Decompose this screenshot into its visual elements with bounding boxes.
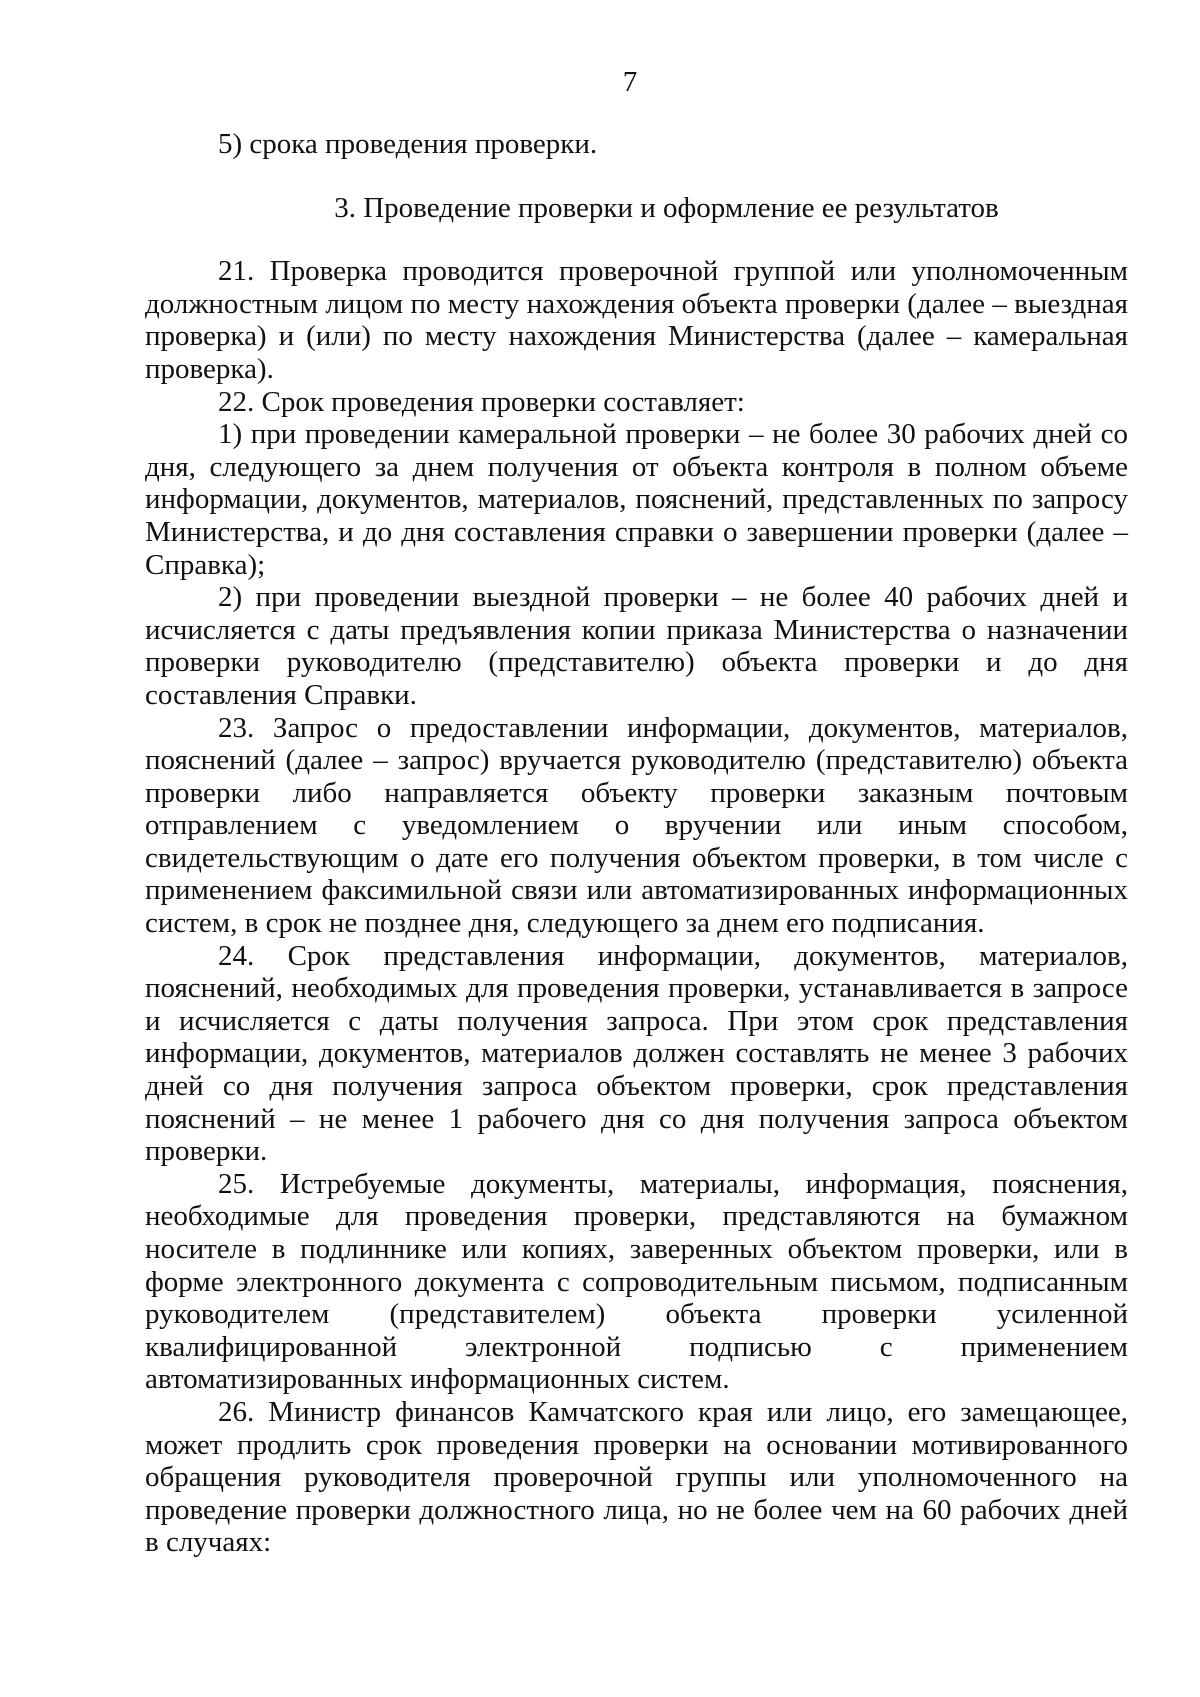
paragraph-21: 21. Проверка проводится проверочной группой или уполномоченным должностным лицом по месту нахождения объекта проверки (далее – выездная проверка) и (или) по месту нахождения Министерства (далее – камеральная проверка). <box>145 255 1128 385</box>
paragraph-22-item-1: 1) при проведении камеральной проверки – не более 30 рабочих дней со дня, следующего за днем получения от объекта контроля в полном объеме информации, документов, материалов, пояснений, представленных по запросу Министерства, и до дня составления справки о завершении проверки (далее – Справка); <box>145 418 1128 581</box>
paragraph-24: 24. Срок представления информации, документов, материалов, пояснений, необходимых для проведения проверки, устанавливается в запросе и исчисляется с даты получения запроса. При этом срок представления информации, документов, материалов должен составлять не менее 3 рабочих дней со дня получения запроса объектом проверки, срок представления пояснений – не менее 1 рабочего дня со дня получения запроса объектом проверки. <box>145 939 1128 1168</box>
list-item-5: 5) срока проведения проверки. <box>218 128 598 160</box>
paragraph-26: 26. Министр финансов Камчатского края или лицо, его замещающее, может продлить срок проведения проверки на основании мотивированного обращения руководителя проверочной группы или уполномоченного на проведение проверки должностного лица, но не более чем на 60 рабочих дней в случаях: <box>145 1395 1128 1559</box>
paragraph-22-item-2: 2) при проведении выездной проверки – не более 40 рабочих дней и исчисляется с даты предъявления копии приказа Министерства о назначении проверки руководителю (представителю) объекта проверки и до дня составления Справки. <box>145 581 1128 711</box>
page-number: 7 <box>622 66 638 98</box>
document-body <box>145 128 1128 1559</box>
paragraph-22: 22. Срок проведения проверки составляет: <box>218 385 745 418</box>
paragraph-23: 23. Запрос о предоставлении информации, документов, материалов, пояснений (далее – запрос) вручается руководителю (представителю) объекта проверки либо направляется объекту проверки заказным почтовым отправлением с уведомлением о вручении или иным способом, свидетельствующим о дате его получения объектом проверки, в том числе с применением факсимильной связи или автоматизированных информационных систем, в срок не позднее дня, следующего за днем его подписания. <box>145 711 1128 940</box>
section-heading: 3. Проведение проверки и оформление ее результатов <box>334 191 999 224</box>
paragraph-25: 25. Истребуемые документы, материалы, информация, пояснения, необходимые для проведения проверки, представляются на бумажном носителе в подлиннике или копиях, заверенных объектом проверки, или в форме электронного документа с сопроводительным письмом, подписанным руководителем (представителем) объекта проверки усиленной квалифицированной электронной подписью с применением автоматизированных информационных систем. <box>145 1167 1128 1396</box>
